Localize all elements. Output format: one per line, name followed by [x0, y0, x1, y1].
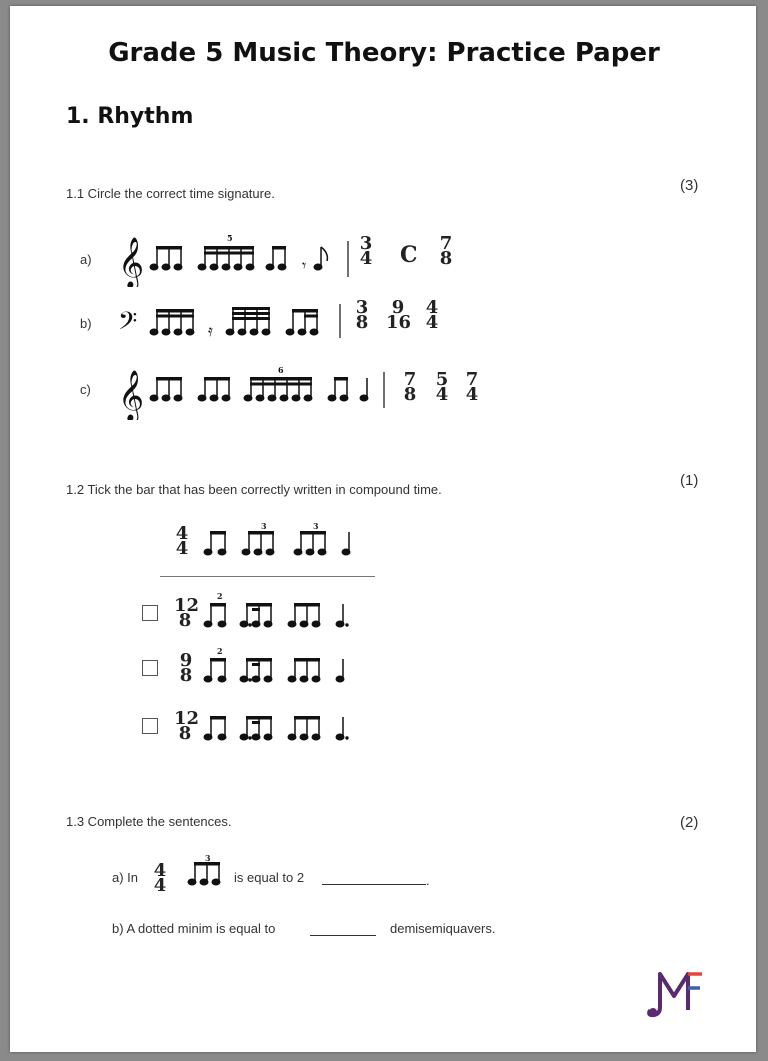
- treble-clef-icon: 𝄞: [118, 237, 145, 287]
- quaver-group: [150, 377, 182, 401]
- choice-2-checkbox[interactable]: [142, 660, 158, 676]
- timesig-c-1[interactable]: 7 8: [403, 369, 417, 405]
- rhythm-c-notation: [110, 358, 490, 420]
- quaver-group: [198, 377, 230, 401]
- section-heading: 1. Rhythm: [66, 104, 194, 129]
- timesig-b-1[interactable]: 3 8: [355, 297, 369, 333]
- choice-1-time-signature: 12 8: [174, 595, 200, 631]
- sentence-a-end: .: [426, 873, 430, 888]
- choice-1-rhythm: [200, 588, 360, 634]
- choice-2-rhythm: [200, 643, 360, 689]
- quaver-rest-icon: 𝄾: [302, 256, 307, 275]
- given-time-signature: 4 4: [175, 523, 189, 559]
- treble-clef-icon: 𝄞: [118, 370, 145, 420]
- sextuplet-group: [244, 377, 312, 401]
- crotchet: [360, 378, 368, 401]
- sentence-a-time-signature: 4 4: [153, 860, 167, 896]
- single-quaver: [314, 247, 327, 270]
- question-1-3-prompt: 1.3 Complete the sentences.: [66, 814, 232, 829]
- timesig-b-3[interactable]: 4 4: [425, 297, 439, 333]
- option-a-label: a): [80, 252, 92, 267]
- rhythm-a-notation: [110, 225, 490, 287]
- timesig-b-2[interactable]: 9 16: [386, 297, 412, 333]
- semiquaver-triple: [286, 309, 318, 335]
- sentence-a-prefix: a) In: [112, 870, 139, 885]
- sentence-a-blank[interactable]: [322, 870, 430, 888]
- question-1-1-marks: (3): [680, 177, 699, 194]
- sentence-a-tuplet-number: 3: [205, 853, 211, 863]
- quaver-group: [150, 246, 182, 270]
- choice-3-checkbox[interactable]: [142, 718, 158, 734]
- choice-1-duplet: 2: [217, 591, 223, 601]
- option-b-label: b): [80, 316, 92, 331]
- timesig-a-3[interactable]: 7 8: [439, 233, 453, 269]
- bass-clef-icon: 𝄢: [118, 307, 138, 342]
- sentence-b-blank[interactable]: [310, 921, 376, 939]
- choice-2-duplet: 2: [217, 646, 223, 656]
- semiquaver-group: [150, 309, 194, 335]
- sentence-b-prefix: b) A dotted minim is equal to: [112, 921, 276, 936]
- choice-3-rhythm: [200, 701, 360, 747]
- timesig-c-2[interactable]: 5 4: [435, 369, 449, 405]
- choice-1-checkbox[interactable]: [142, 605, 158, 621]
- demisemiquaver-group: [226, 307, 270, 335]
- quaver-pair: [328, 377, 348, 401]
- question-1-3-marks: (2): [680, 814, 699, 831]
- tuplet-number-a: 5: [227, 233, 233, 243]
- option-c-label: c): [80, 382, 91, 397]
- question-1-2-marks: (1): [680, 472, 699, 489]
- mf-logo: [644, 966, 708, 1018]
- timesig-a-1[interactable]: 3 4: [359, 233, 373, 269]
- choice-3-time-signature: 12 8: [174, 708, 200, 744]
- page-title: Grade 5 Music Theory: Practice Paper: [108, 38, 660, 68]
- timesig-c-3[interactable]: 7 4: [465, 369, 479, 405]
- question-1-1-prompt: 1.1 Circle the correct time signature.: [66, 186, 275, 201]
- given-rhythm: [196, 516, 376, 562]
- timesig-a-2[interactable]: C: [400, 242, 418, 268]
- paper-sheet: [10, 6, 756, 1052]
- quaver-pair: [266, 246, 286, 270]
- choice-2-time-signature: 9 8: [179, 650, 193, 686]
- given-tuplet-2: 3: [313, 521, 319, 531]
- given-tuplet-1: 3: [261, 521, 267, 531]
- semiquaver-rest-icon: 𝄿: [208, 321, 213, 340]
- question-1-2-prompt: 1.2 Tick the bar that has been correctly written in compound time.: [66, 482, 442, 497]
- tuplet-number-c: 6: [278, 365, 284, 375]
- divider-line: [160, 576, 375, 577]
- quintuplet-group: [198, 246, 254, 270]
- sentence-a-suffix: is equal to 2: [234, 870, 305, 885]
- sentence-b-suffix: demisemiquavers.: [390, 921, 496, 936]
